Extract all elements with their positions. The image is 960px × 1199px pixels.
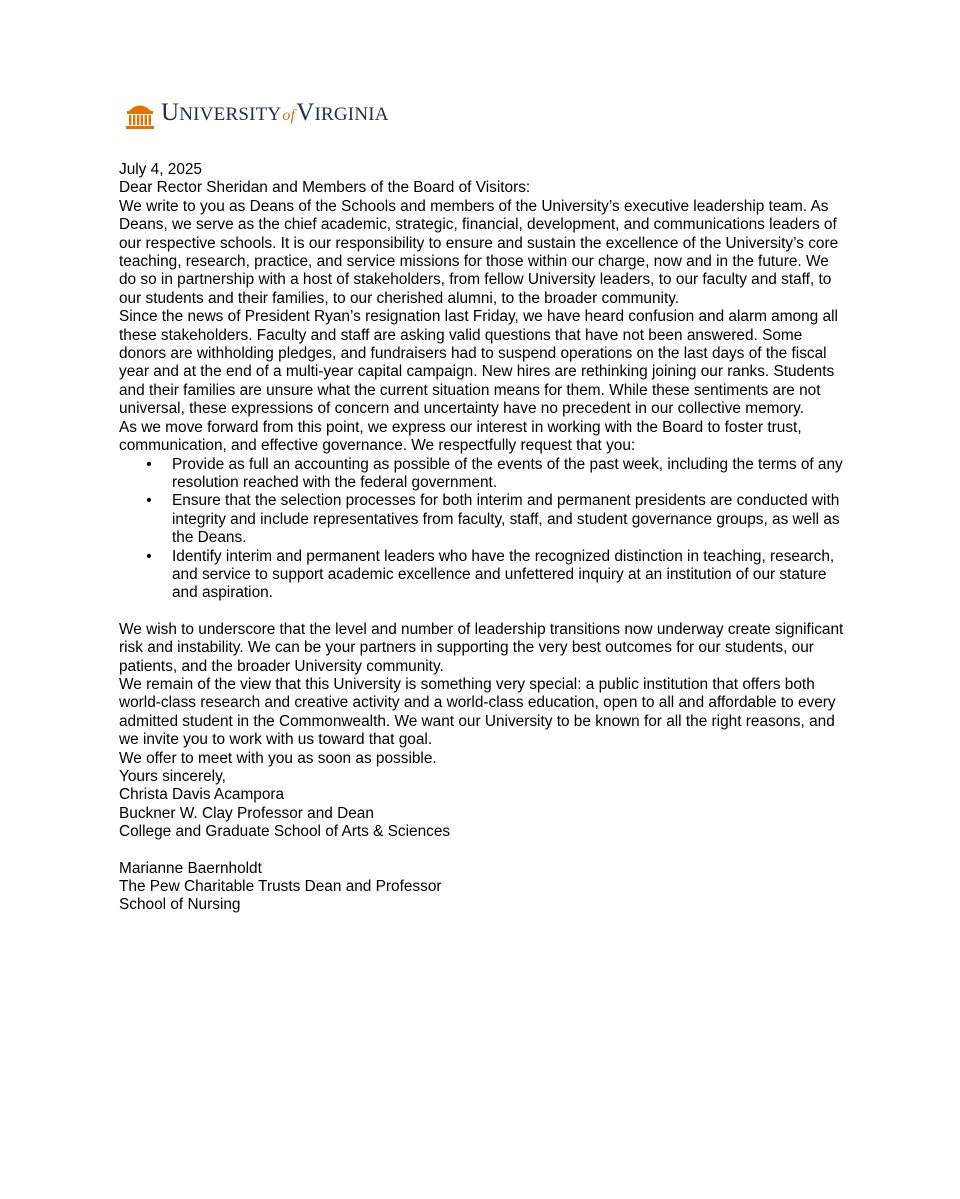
- rotunda-icon: [125, 100, 155, 130]
- letter-date: July 4, 2025: [119, 161, 202, 178]
- body-paragraph: We offer to meet with you as soon as possible.: [119, 749, 437, 767]
- bullet-icon: •: [146, 455, 152, 473]
- signature-block: [119, 786, 844, 841]
- body-paragraph: Since the news of President Ryan’s resignation last Friday, we have heard confusion and alarm among all these stakeholders. Faculty and staff are asking valid questions that have not been answered. Some donors are withholding pledges, and fundraisers had to suspend operations on the last days of the fiscal year and at the end of a multi-year capital campaign. New hires are rethinking joining our ranks. Students and their families are unsure what the current situation means for them. While these sentiments are not universal, these expressions of concern and uncertainty have no precedent in our collective memory.: [119, 308, 838, 418]
- letter-closing: Yours sincerely,: [119, 768, 226, 785]
- signatory-school: School of Nursing: [119, 896, 241, 914]
- request-text: Identify interim and permanent leaders who have the recognized distinction in teaching, research, and service to support academic excellence and unfettered inquiry at an institution of our stature and aspiration.: [172, 547, 835, 602]
- wordmark-virginia: VIRGINIA: [296, 99, 389, 127]
- signatory-title: Buckner W. Clay Professor and Dean: [119, 804, 374, 822]
- body-paragraph: As we move forward from this point, we express our interest in working with the Board to foster trust, communication, and effective governance. We respectfully request that you:: [119, 418, 802, 455]
- requests-list: [119, 456, 844, 603]
- request-item: [146, 455, 844, 493]
- university-wordmark: [161, 99, 389, 127]
- signatory-name: Christa Davis Acampora: [119, 786, 285, 804]
- bullet-icon: •: [146, 547, 152, 565]
- request-item: [146, 547, 844, 603]
- body-paragraph: We remain of the view that this University is something very special: a public institution that offers both world-class research and creative activity and a world-class education, open to all and affordable to every admitted student in the Commonwealth. We want our University to be known for all the right reasons, and we invite you to work with us toward that goal.: [119, 675, 836, 749]
- signatory-name: Marianne Baernholdt: [119, 859, 262, 877]
- bullet-icon: •: [146, 492, 152, 510]
- request-item: [146, 492, 844, 547]
- signature-block: [119, 860, 844, 915]
- letter-greeting: Dear Rector Sheridan and Members of the Board of Visitors:: [119, 179, 531, 197]
- wordmark-university: UNIVERSITY: [161, 99, 282, 127]
- letter-body: [119, 161, 844, 933]
- university-letterhead: [125, 98, 389, 132]
- request-text: Ensure that the selection processes for both interim and permanent presidents are conducted with integrity and include representatives from faculty, staff, and student governance groups, as well as the Deans.: [172, 492, 840, 547]
- wordmark-of: of: [282, 107, 296, 125]
- request-text: Provide as full an accounting as possible of the events of the past week, including the terms of any resolution reached with the federal government.: [172, 455, 843, 491]
- body-paragraph: We wish to underscore that the level and number of leadership transitions now underway create significant risk and instability. We can be your partners in supporting the very best outcomes for our students, our patients, and the broader University community.: [119, 620, 844, 675]
- body-paragraph: We write to you as Deans of the Schools and members of the University’s executive leadership team. As Deans, we serve as the chief academic, strategic, financial, development, and communications leaders of our respective schools. It is our responsibility to ensure and sustain the excellence of the University’s core teaching, research, practice, and service missions for those within our charge, now and in the future. We do so in partnership with a host of stakeholders, from fellow University leaders, to our faculty and staff, to our students and their families, to our cherished alumni, to the broader community.: [119, 197, 839, 307]
- signatory-school: College and Graduate School of Arts & Sciences: [119, 823, 451, 841]
- signatory-title: The Pew Charitable Trusts Dean and Professor: [119, 878, 442, 896]
